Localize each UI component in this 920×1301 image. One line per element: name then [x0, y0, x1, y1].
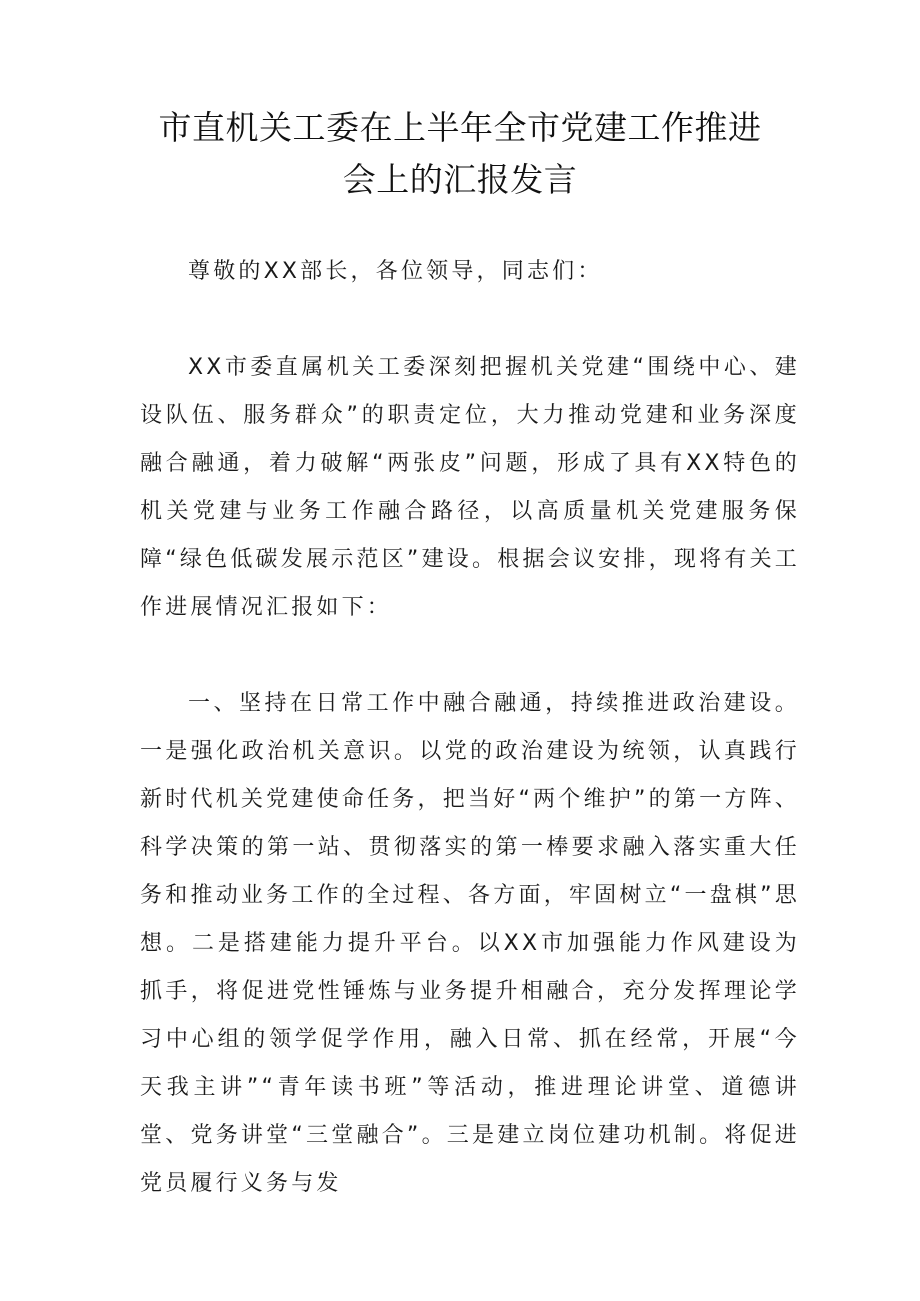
document-title-line-2: 会上的汇报发言 [342, 160, 578, 199]
paragraph-intro: XX市委直属机关工委深刻把握机关党建“围绕中心、建设队伍、服务群众”的职责定位，大力推动党建和业务深度融合融通，着力破解“两张皮”问题，形成了具有XX特色的机关党建与业务工作融合路径，以高质量机关党建服务保障“绿色低碳发展示范区”建设。根据会议安排，现将有关工作进展情况汇报如下： [140, 355, 800, 620]
salutation: 尊敬的XX部长，各位领导，同志们： [188, 259, 603, 284]
document-title-line-1: 市直机关工委在上半年全市党建工作推进 [158, 108, 762, 147]
paragraph-section-one: 一、坚持在日常工作中融合融通，持续推进政治建设。一是强化政治机关意识。以党的政治建设为统领，认真践行新时代机关党建使命任务，把当好“两个维护”的第一方阵、科学决策的第一站、贯彻落实的第一棒要求融入落实重大任务和推动业务工作的全过程、各方面，牢固树立“一盘棋”思想。二是搭建能力提升平台。以XX市加强能力作风建设为抓手，将促进党性锤炼与业务提升相融合，充分发挥理论学习中心组的领学促学作用，融入日常、抓在经常，开展“今天我主讲”“青年读书班”等活动，推进理论讲堂、道德讲堂、党务讲堂“三堂融合”。三是建立岗位建功机制。将促进党员履行义务与发 [140, 691, 800, 1196]
